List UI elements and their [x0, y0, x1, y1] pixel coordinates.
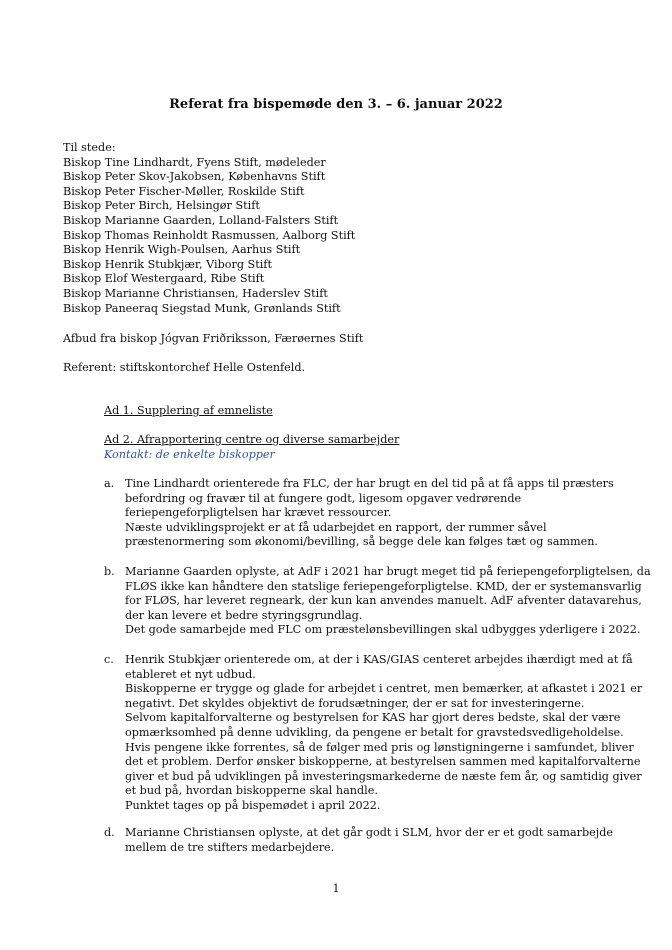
item-line: Tine Lindhardt orienterede fra FLC, der har brugt en del tid på at få apps til præsters — [125, 477, 614, 490]
item-line: Marianne Gaarden oplyste, at AdF i 2021 har brugt meget tid på feriepengeforpligtelsen, da — [125, 565, 651, 578]
attendee: Biskop Tine Lindhardt, Fyens Stift, mødeleder — [63, 155, 326, 169]
item-line: opmærksomhed på denne udvikling, da pengene er betalt for gravstedsvedligeholdelse. — [125, 725, 624, 739]
list-letter: d. — [104, 826, 115, 839]
attendee: Biskop Marianne Christiansen, Haderslev Stift — [63, 286, 328, 300]
item-line: Hvis pengene ikke forrentes, så de følger med pris og lønstigningerne i samfundet, bliver — [125, 740, 634, 754]
item-line: der kan levere et bedre styringsgrundlag. — [125, 608, 363, 622]
item-line: Henrik Stubkjær orienterede om, at der i KAS/GIAS centeret arbejdes ihærdigt med at få — [125, 653, 633, 666]
page-number: 1 — [332, 882, 340, 895]
item-line: det et problem. Derfor ønsker biskopperne, at bestyrelsen sammen med kapitalforvalterne — [125, 755, 641, 769]
list-letter: a. — [104, 477, 115, 490]
item-line: mellem de tre stifters medarbejdere. — [125, 840, 335, 854]
item-line: Punktet tages op på bispemødet i april 2022. — [125, 798, 381, 812]
attendees-heading: Til stede: — [63, 141, 116, 154]
item-line: præstenormering som økonomi/bevilling, så begge dele kan følges tæt og sammen. — [125, 535, 598, 549]
referent-note: Referent: stiftskontorchef Helle Ostenfeld. — [63, 361, 306, 374]
attendee: Biskop Peter Fischer-Møller, Roskilde Stift — [63, 184, 305, 198]
item-line: befordring og fravær til at fungere godt, ligesom opgaver vedrørende — [125, 491, 522, 505]
agenda-item-2-contact: Kontakt: de enkelte biskopper — [104, 448, 275, 461]
attendee: Biskop Henrik Stubkjær, Viborg Stift — [63, 257, 272, 271]
attendee: Biskop Paneeraq Siegstad Munk, Grønlands Stift — [63, 301, 341, 315]
attendee: Biskop Thomas Reinholdt Rasmussen, Aalborg Stift — [63, 228, 356, 242]
attendee: Biskop Peter Skov-Jakobsen, Københavns Stift — [63, 170, 326, 184]
item-line: et bud på, hvordan biskopperne skal handle. — [125, 784, 378, 798]
attendee-list — [63, 141, 355, 316]
item-line: FLØS ikke kan håndtere den statslige feriepengeforpligtelse. KMD, der er systemansvarlig — [125, 579, 642, 593]
absent-note: Afbud fra biskop Jógvan Friðriksson, Færøernes Stift — [63, 332, 364, 345]
attendee: Biskop Henrik Wigh-Poulsen, Aarhus Stift — [63, 243, 301, 257]
item-line: Næste udviklingsprojekt er at få udarbejdet en rapport, der rummer såvel — [125, 520, 547, 534]
item-line: negativt. Det skyldes objektivt de forudsætninger, der er sat for investeringerne. — [125, 696, 585, 710]
item-line: Selvom kapitalforvalterne og bestyrelsen for KAS har gjort deres bedste, skal der være — [125, 711, 621, 725]
list-letter: b. — [104, 565, 115, 578]
item-line: Det gode samarbejde med FLC om præstelønsbevillingen skal udbygges yderligere i 2022. — [125, 623, 641, 637]
attendee: Biskop Elof Westergaard, Ribe Stift — [63, 272, 265, 286]
page-title: Referat fra bispemøde den 3. – 6. januar 2022 — [169, 97, 503, 112]
agenda-item-2-heading: Ad 2. Afrapportering centre og diverse samarbejder — [104, 433, 400, 446]
item-line: Biskopperne er trygge og glade for arbejdet i centret, men bemærker, at afkastet i 2021 er — [125, 682, 643, 696]
item-line: for FLØS, har leveret regneark, der kun kan anvendes manuelt. AdF afventer datavarehus, — [125, 594, 642, 608]
item-line: giver et bud på udviklingen på investeringsmarkederne de næste fem år, og samtidig giver — [125, 769, 642, 783]
item-line: etableret et nyt udbud. — [125, 667, 256, 681]
agenda-item-1-heading: Ad 1. Supplering af emneliste — [104, 404, 273, 417]
attendee: Biskop Peter Birch, Helsingør Stift — [63, 199, 260, 213]
item-line: Marianne Christiansen oplyste, at det går godt i SLM, hvor der er et godt samarbejde — [125, 826, 614, 839]
item-line: feriepengeforpligtelsen har krævet ressourcer. — [125, 506, 392, 520]
list-letter: c. — [104, 653, 114, 666]
attendee: Biskop Marianne Gaarden, Lolland-Falsters Stift — [63, 213, 339, 227]
